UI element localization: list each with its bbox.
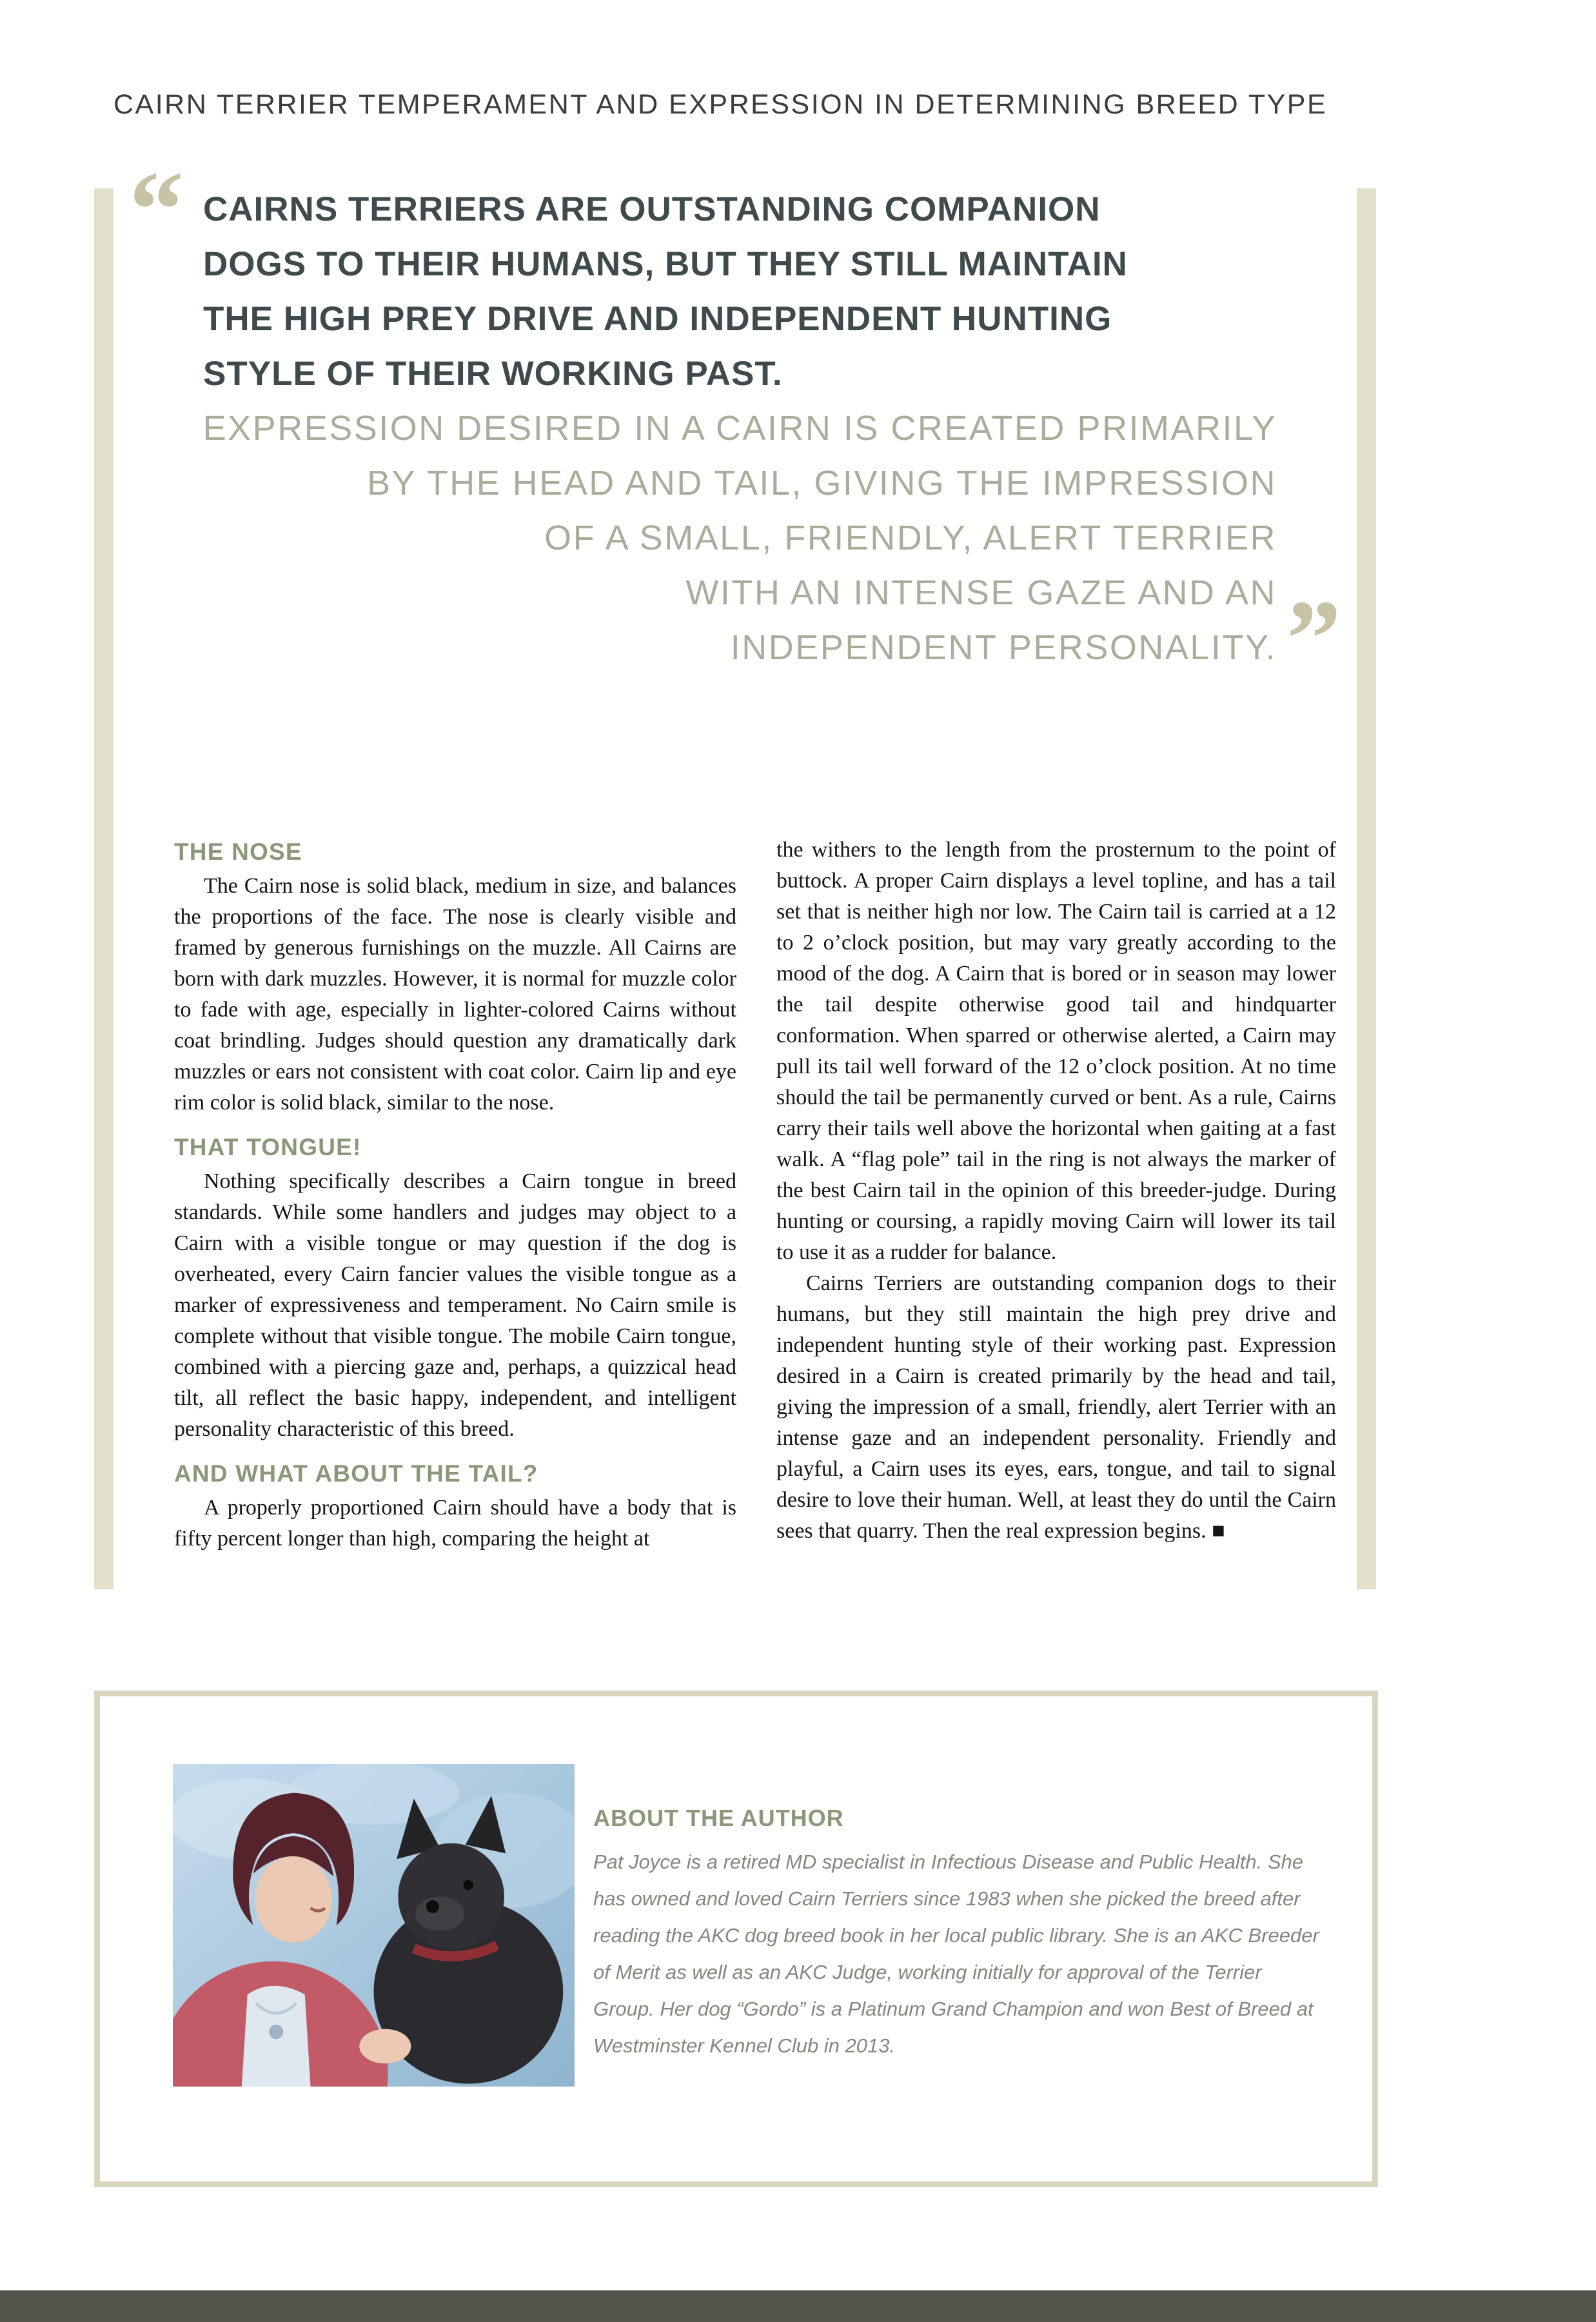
article-right-column (776, 835, 1336, 1547)
about-author-heading: ABOUT THE AUTHOR (593, 1805, 844, 1831)
article-left-column (174, 838, 736, 1554)
pull-quote-light-line-3: OF A SMALL, FRIENDLY, ALERT TERRIER (544, 519, 1277, 557)
section-body-tongue: Nothing specifically describes a Cairn tongue in breed standards. While some handlers and judges may object to a Cairn with a visible tongue or may question if the dog is overheated, every Cairn fancier values the visible tongue as a marker of expressiveness and temperament. No Cairn smile is complete without that visible tongue. The mobile Cairn tongue, combined with a piercing gaze and, perhaps, a quizzical head tilt, all reflect the basic happy, independent, and intelligent personality characteristic of this breed. (174, 1169, 736, 1441)
author-bio: Pat Joyce is a retired MD specialist in Infectious Disease and Public Health. She has owned and loved Cairn Terriers since 1983 when she picked the breed after reading the AKC dog breed book in her local public library. She is an AKC Breeder of Merit as well as an AKC Judge, working initially for approval of the Terrier Group. Her dog “Gordo” is a Platinum Grand Champion and won Best of Breed at Westminster Kennel Club in 2013. (593, 1851, 1319, 2057)
author-photo (173, 1764, 575, 2087)
page-title: CAIRN TERRIER TEMPERAMENT AND EXPRESSION IN DETERMINING BREED TYPE (113, 89, 1328, 120)
close-quote-icon: ” (1286, 578, 1341, 699)
left-accent-bar (94, 188, 113, 1589)
pull-quote-light (203, 401, 1277, 675)
section-body-nose: The Cairn nose is solid black, medium in size, and balances the proportions of the face. The nose is clearly visible and framed by generous furnishings on the muzzle. All Cairns are born with dark muzzles. However, it is normal for muzzle color to fade with age, especially in lighter-colored Cairns without coat brindling. Judges should question any dramatically dark muzzles or ears not consistent with coat color. Cairn lip and eye rim color is solid black, similar to the nose. (174, 874, 736, 1115)
pull-quote-light-line-5: INDEPENDENT PERSONALITY. (730, 628, 1277, 667)
pull-quote-light-line-4: WITH AN INTENSE GAZE AND AN (685, 573, 1277, 612)
pull-quote-bold (203, 182, 1128, 401)
section-heading-nose: THE NOSE (174, 838, 302, 865)
pull-quote-bold-line-4: STYLE OF THEIR WORKING PAST. (203, 355, 783, 393)
about-author-box (94, 1691, 1378, 2187)
author-photo-illustration (173, 1764, 575, 2087)
pull-quote-light-line-2: BY THE HEAD AND TAIL, GIVING THE IMPRESSION (367, 464, 1277, 502)
right-column-paragraph-2: Cairns Terriers are outstanding companion dogs to their humans, but they still maintain the high prey drive and independent hunting style of their working past. Expression desired in a Cairn is created primarily by the head and tail, giving the impression of a small, friendly, alert Terrier with an intense gaze and an independent personality. Friendly and playful, a Cairn uses its eyes, ears, tongue, and tail to signal desire to love their human. Well, at least they do until the Cairn sees that quarry. Then the real expression begins. ■ (776, 1271, 1336, 1543)
footer-bar (0, 2290, 1596, 2322)
pull-quote-bold-line-2: DOGS TO THEIR HUMANS, BUT THEY STILL MAINTAIN (203, 245, 1128, 283)
open-quote-icon: “ (129, 149, 184, 270)
section-heading-tail: AND WHAT ABOUT THE TAIL? (174, 1460, 538, 1487)
right-accent-bar (1357, 188, 1376, 1589)
section-body-tail: A properly proportioned Cairn should have a body that is fifty percent longer than high, comparing the height at (174, 1496, 736, 1551)
pull-quote-bold-line-3: THE HIGH PREY DRIVE AND INDEPENDENT HUNTING (203, 300, 1112, 338)
pull-quote-light-line-1: EXPRESSION DESIRED IN A CAIRN IS CREATED PRIMARILY (202, 409, 1277, 448)
section-heading-tongue: THAT TONGUE! (174, 1134, 362, 1160)
right-column-paragraph-1: the withers to the length from the prosternum to the point of buttock. A proper Cairn displays a level topline, and has a tail set that is neither high nor low. The Cairn tail is carried at a 12 to 2 o’clock position, but may vary greatly according to the mood of the dog. A Cairn that is bored or in season may lower the tail despite otherwise good tail and hindquarter conformation. When sparred or otherwise alerted, a Cairn may pull its tail well forward of the 12 o’clock position. At no time should the tail be permanently curved or bent. As a rule, Cairns carry their tails well above the horizontal when gaiting at a fast walk. A “flag pole” tail in the ring is not always the marker of the best Cairn tail in the opinion of this breeder-judge. During hunting or coursing, a rapidly moving Cairn will lower its tail to use it as a rudder for balance. (776, 838, 1336, 1264)
author-text-block (593, 1805, 1325, 2064)
pull-quote-bold-line-1: CAIRNS TERRIERS ARE OUTSTANDING COMPANION (203, 190, 1101, 228)
